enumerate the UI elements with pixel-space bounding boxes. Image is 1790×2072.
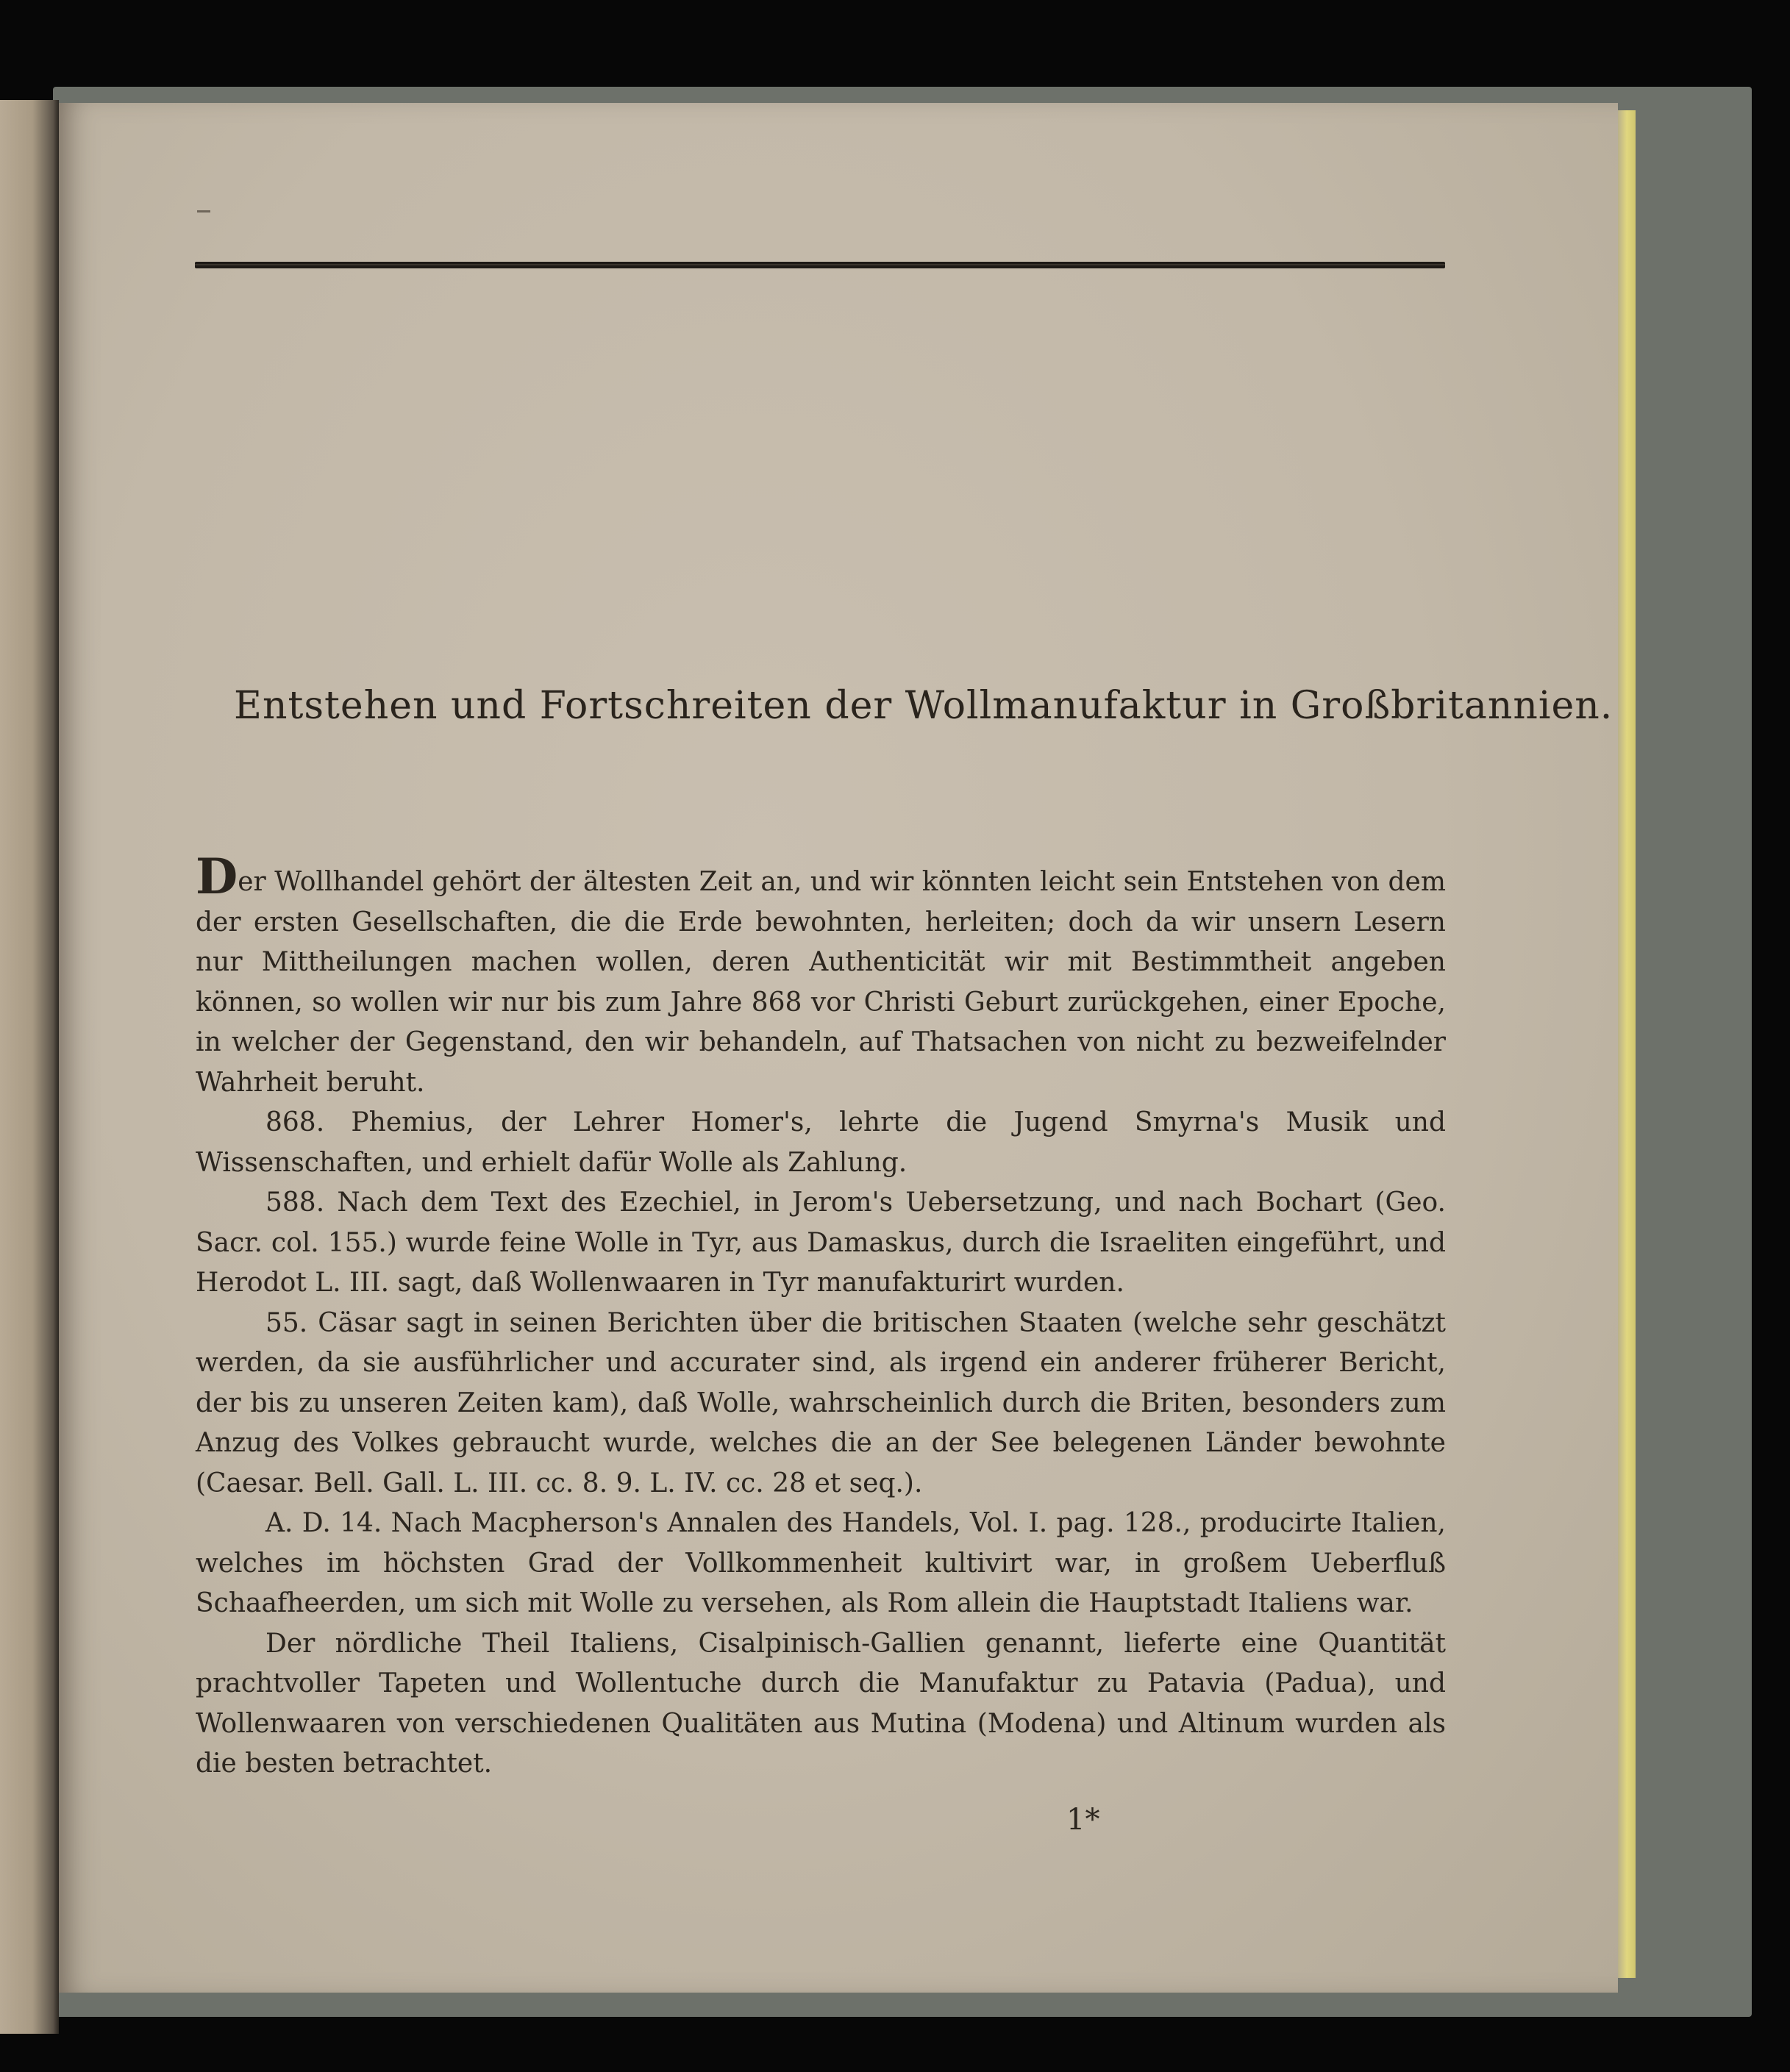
page-mark (197, 210, 210, 212)
body-text (196, 848, 1446, 1785)
paragraph-text: er Wollhandel gehört der ältesten Zeit an, und wir könnten leicht sein Entstehen von dem der ersten Gesellschaften, die die Erde bewohnten, herleiten; doch da wir unsern Lesern nur Mittheilungen machen wollen, deren Authenticität wir mit Bestimmtheit angeben können, so wollen wir nur bis zum Jahre 868 vor Christi Geburt zurückgehen, einer Epoche, in welcher der Gegenstand, den wir behandeln, auf Thatsachen von nicht zu bezweifelnder Wahrheit beruht. (196, 867, 1446, 1098)
paragraph-1 (196, 848, 1446, 1103)
header-rule (195, 262, 1445, 268)
chapter-title: Entstehen und Fortschreiten der Wollmanufaktur in Großbritannien. (234, 684, 1614, 728)
paragraph-6: Der nördliche Theil Italiens, Cisalpinisch-Gallien genannt, lieferte eine Quantität prachtvoller Tapeten und Wollentuche durch die Manufaktur zu Patavia (Padua), und Wollenwaaren von verschiedenen Qualitäten aus Mutina (Modena) und Altinum wurden als die besten betrachtet. (196, 1628, 1446, 1779)
page-block-edge (1618, 110, 1636, 1978)
drop-cap: D (196, 848, 238, 905)
paragraph-3: 588. Nach dem Text des Ezechiel, in Jerom's Uebersetzung, und nach Bochart (Geo. Sacr. col. 155.) wurde feine Wolle in Tyr, aus Damaskus, durch die Israeliten eingeführt, und Herodot L. III. sagt, daß Wollenwaaren in Tyr manufakturirt wurden. (196, 1187, 1446, 1298)
paragraph-2: 868. Phemius, der Lehrer Homer's, lehrte die Jugend Smyrna's Musik und Wissenschaften, und erhielt dafür Wolle als Zahlung. (196, 1107, 1446, 1178)
paragraph-5: A. D. 14. Nach Macpherson's Annalen des Handels, Vol. I. pag. 128., producirte Italien, welches im höchsten Grad der Vollkommenheit kultivirt war, in großem Ueberfluß Schaafheerden, um sich mit Wolle zu versehen, als Rom allein die Hauptstadt Italiens war. (196, 1508, 1446, 1618)
paragraph-4: 55. Cäsar sagt in seinen Berichten über die britischen Staaten (welche sehr geschätzt werden, da sie ausführlicher und accurater sind, als irgend ein anderer früherer Bericht, der bis zu unseren Zeiten kam), daß Wolle, wahrscheinlich durch die Briten, besonders zum Anzug des Volkes gebraucht wurde, welches die an der See belegenen Länder bewohnte (Caesar. Bell. Gall. L. III. cc. 8. 9. L. IV. cc. 28 et seq.). (196, 1307, 1446, 1498)
signature-mark: 1* (1066, 1803, 1100, 1837)
left-page-edge (0, 100, 59, 2034)
